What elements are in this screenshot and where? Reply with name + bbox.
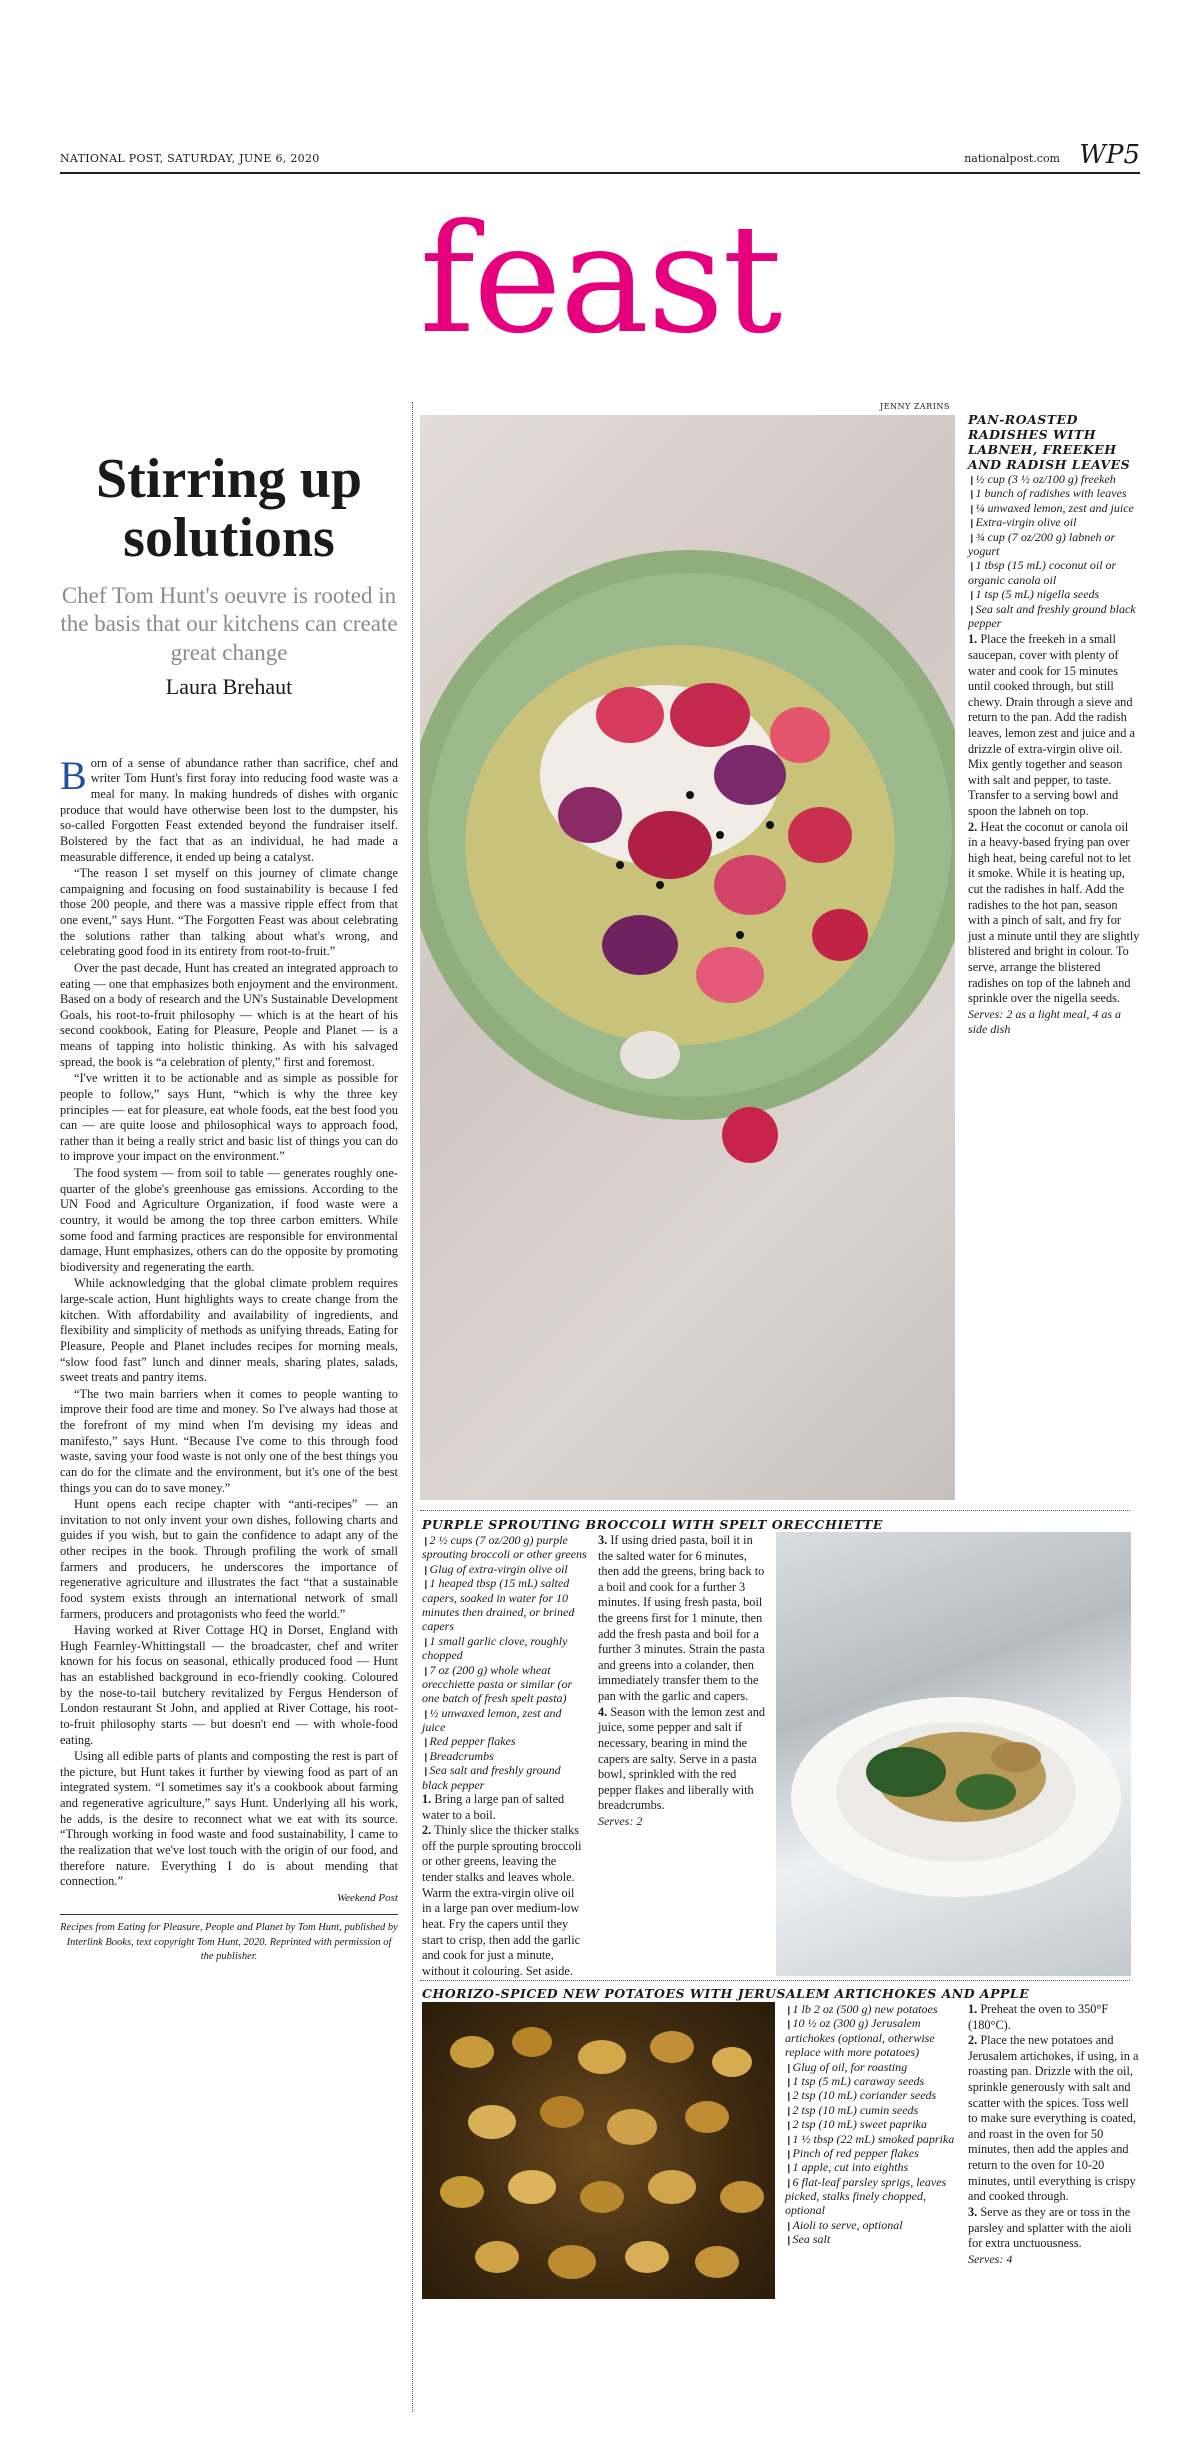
roasted-potatoes-illustration xyxy=(422,2002,775,2299)
paragraph: “I've written it to be actionable and as simple as possible for people to follow,” says Hunt, “which is why the three key principles — eat for pleasure, eat whole foods, eat the best food you can — are quite loose and philosophical ways to approach food, rather than it being a really strict and basic list of things you can do to improve your impact on the environment.” xyxy=(60,1071,398,1164)
step: 1. Place the freekeh in a small saucepan, cover with plenty of water and cook for 15 minutes until cooked through, but still chewy. Drain through a sieve and return to the pan. Add the radish leaves, lemon zest and juice and a drizzle of extra-virgin olive oil. Mix gently together and season with salt and pepper, to taste. Transfer to a serving bowl and spoon the labneh on top. xyxy=(968,632,1135,818)
broccoli-pasta-photo xyxy=(776,1532,1131,1976)
paragraph: Having worked at River Cottage HQ in Dorset, England with Hugh Fearnley-Whittingstall — the broadcaster, chef and writer known for his focus on seasonal, ethically produced food — Hunt has an established background in eco-friendly cooking. Coloured by the nose-to-tail butchery revitalized by Fergus Henderson of London restaurant St John, and applied at River Cottage, his root-to-fruit philosophy starts — but doesn't end — with whole-food eating. xyxy=(60,1623,398,1747)
ingredient: ❙ 1 heaped tbsp (15 mL) salted capers, soaked in water for 10 minutes then drained, or brined capers xyxy=(422,1576,587,1634)
ingredient: ❙ 2 tsp (10 mL) coriander seeds xyxy=(785,2088,955,2102)
byline: Laura Brehaut xyxy=(165,673,293,699)
page-header xyxy=(60,138,1140,174)
recipe-title: CHORIZO-SPICED NEW POTATOES WITH JERUSALEM ARTICHOKES AND APPLE xyxy=(422,1986,1030,2001)
step: 4. Season with the lemon zest and juice, some pepper and salt if necessary, bearing in mind the capers are salty. Serve in a pasta bowl, sprinkled with the red pepper flakes and liberally with breadcrumbs. xyxy=(598,1704,766,1813)
section-divider xyxy=(420,1980,1130,1981)
ingredient: ❙ 1 tsp (5 mL) nigella seeds xyxy=(968,587,1140,601)
ingredient: ❙ Breadcrumbs xyxy=(422,1749,587,1763)
recipe-radishes xyxy=(968,412,1140,1037)
paragraph: “The reason I set myself on this journey of climate change campaigning and focusing on food sustainability is because I fed those 200 people, and there was a massive ripple effect from that one event,” says Hunt. “The Forgotten Feast was about celebrating the solutions rather than talking about what's wrong, and celebrating good food in its entirety from root-to-fruit.” xyxy=(60,866,398,959)
ingredient: ❙ 2 tsp (10 mL) cumin seeds xyxy=(785,2103,955,2117)
article-column xyxy=(60,450,398,1965)
ingredient: ❙ ¼ unwaxed lemon, zest and juice xyxy=(968,501,1140,515)
recipe-steps xyxy=(422,1792,587,1979)
headline: Stirring up solutions xyxy=(95,448,363,569)
pasta-bowl-illustration xyxy=(776,1532,1131,1976)
ingredient: ❙ 1 lb 2 oz (500 g) new potatoes xyxy=(785,2002,955,2016)
serves: Serves: 2 xyxy=(598,1813,643,1828)
recipe-title: PAN-ROASTED RADISHES WITH LABNEH, FREEKEH AND RADISH LEAVES xyxy=(968,412,1131,472)
recipe-steps xyxy=(968,632,1140,1007)
drop-cap: B xyxy=(60,752,87,798)
recipe-title: PURPLE SPROUTING BROCCOLI WITH SPELT ORECCHIETTE xyxy=(422,1517,883,1532)
ingredient: ❙ 1 small garlic clove, roughly chopped xyxy=(422,1634,587,1663)
column-divider xyxy=(412,402,413,2412)
step: 2. Heat the coconut or canola oil in a heavy-based frying pan over high heat, being careful not to let it smoke. While it is heating up, cut the radishes in half. Add the radishes to the hot pan, season with a pinch of salt, and fry for just a minute until they are slightly blistered and bright in colour. To serve, arrange the blistered radishes on top of the labneh and sprinkle over the nigella seeds. xyxy=(968,819,1140,1006)
ingredient: ❙ 10 ½ oz (300 g) Jerusalem artichokes (optional, otherwise replace with more potatoes) xyxy=(785,2016,955,2059)
recipe-steps xyxy=(598,1533,766,1829)
publication-date: NATIONAL POST, SATURDAY, JUNE 6, 2020 xyxy=(60,152,320,165)
ingredient: ❙ Sea salt and freshly ground black pepper xyxy=(422,1763,587,1792)
section-divider xyxy=(420,1510,1130,1511)
ingredient-list xyxy=(785,2002,955,2247)
step: 3. Serve as they are or toss in the parsley and splatter with the aioli for extra unctuousness. xyxy=(968,2204,1132,2251)
serves: Serves: 2 as a light meal, 4 as a side dish xyxy=(968,1006,1121,1036)
ingredient-list xyxy=(422,1533,587,1979)
ingredient: ❙ Red pepper flakes xyxy=(422,1734,587,1748)
ingredient: ❙ 1 ½ tbsp (22 mL) smoked paprika xyxy=(785,2132,955,2146)
paragraph: “The two main barriers when it comes to people wanting to improve their food are time and money. So I've always had those at the forefront of my mind when I'm devising my ideas and manifesto,” says Hunt. “Because I've come to this through food waste, saving your food waste is not only one of the best things you can do for the climate and the environment, but it's one of the best things you can do to save money.” xyxy=(60,1386,398,1495)
recipe-steps xyxy=(968,2002,1140,2267)
ingredient: ❙ Sea salt xyxy=(785,2232,955,2246)
radish-plate-illustration xyxy=(420,415,955,1500)
signoff: Weekend Post xyxy=(337,1891,398,1904)
ingredient: ❙ ½ unwaxed lemon, zest and juice xyxy=(422,1706,587,1735)
paragraph: Born of a sense of abundance rather than sacrifice, chef and writer Tom Hunt's first foray into reducing food waste was a meal for many. In making hundreds of dishes with organic produce that would have otherwise been lost to the dumpster, his so-called Forgotten Feast extended beyond the fundraiser itself. Bolstered by the fact that as an individual, he had made a measurable difference, it ended up being a catalyst. xyxy=(60,752,398,864)
serves: Serves: 4 xyxy=(968,2251,1013,2266)
paragraph: While acknowledging that the global climate problem requires large-scale action, Hunt highlights ways to create change from the kitchen. With affordability and availability of ingredients, and flexibility and simplicity of methods as unifying threads, Eating for Pleasure, People and Planet includes recipes for morning meals, “slow food fast” lunch and dinner meals, sharing plates, salads, sweet treats and pantry items. xyxy=(60,1276,398,1385)
ingredient: ❙ 2 tsp (10 mL) sweet paprika xyxy=(785,2117,955,2131)
recipe-credit: Recipes from Eating for Pleasure, People and Planet by Tom Hunt, published by Interlink Books, text copyright Tom Hunt, 2020. Reprinted with permission of the publisher. xyxy=(60,1914,398,1965)
ingredient: ❙ 1 apple, cut into eighths xyxy=(785,2160,955,2174)
ingredient: ❙ 7 oz (200 g) whole wheat orecchiette pasta or similar (or one batch of fresh spelt pasta) xyxy=(422,1663,587,1706)
ingredient: ❙ ¾ cup (7 oz/200 g) labneh or yogurt xyxy=(968,530,1140,559)
potatoes-photo xyxy=(422,2002,775,2299)
ingredient: ❙ 1 tsp (5 mL) caraway seeds xyxy=(785,2074,955,2088)
ingredient: ❙ ½ cup (3 ½ oz/100 g) freekeh xyxy=(968,472,1140,486)
radish-dish-photo xyxy=(420,415,955,1500)
ingredient: ❙ Sea salt and freshly ground black pepper xyxy=(968,602,1140,631)
step: 2. Place the new potatoes and Jerusalem artichokes, if using, in a roasting pan. Drizzle with the oil, sprinkle generously with salt and scatter with the spices. Toss well to make sure everything is coated, and roast in the oven for 50 minutes, then add the apples and return to the oven for 10-20 minutes, until everything is crispy and cooked through. xyxy=(968,2033,1139,2204)
ingredient-list xyxy=(968,472,1140,630)
ingredient: ❙ 2 ½ cups (7 oz/200 g) purple sprouting broccoli or other greens xyxy=(422,1533,587,1562)
photo-credit: JENNY ZARINS xyxy=(880,402,950,411)
ingredient: ❙ Extra-virgin olive oil xyxy=(968,515,1140,529)
ingredient: ❙ Glug of oil, for roasting xyxy=(785,2060,955,2074)
page-number: WP5 xyxy=(1079,140,1140,170)
dek: Chef Tom Hunt's oeuvre is rooted in the basis that our kitchens can create great change xyxy=(60,582,398,666)
paragraph: Over the past decade, Hunt has created an integrated approach to eating — one that emphasizes both enjoyment and the environment. Based on a body of research and the UN's Sustainable Development Goals, his root-to-fruit philosophy — which is at the heart of his second cookbook, Eating for Pleasure, People and Planet — is a means of tapping into holistic thinking. As with his salvaged spread, the book is “a celebration of plenty,” first and foremost. xyxy=(60,960,398,1069)
article-body xyxy=(60,752,398,1890)
ingredient: ❙ Glug of extra-virgin olive oil xyxy=(422,1562,587,1576)
ingredient: ❙ 1 bunch of radishes with leaves xyxy=(968,486,1140,500)
ingredient: ❙ Aioli to serve, optional xyxy=(785,2218,955,2232)
ingredient: ❙ Pinch of red pepper flakes xyxy=(785,2146,955,2160)
section-title: feast xyxy=(419,193,781,367)
ingredient: ❙ 6 flat-leaf parsley sprigs, leaves picked, stalks finely chopped, optional xyxy=(785,2175,955,2218)
paragraph: Using all edible parts of plants and composting the rest is part of the picture, but Hunt takes it further by viewing food as part of an integrated system. “I sometimes say it's a cookbook about farming and regenerative agriculture,” says Hunt. Underlying all his work, he adds, is the desire to reconnect what we eat with its source. “Through working in food waste and food sustainability, I came to the realization that we've lost touch with the origin of our food, and therefore nature. Everything I do is about mending that connection.” xyxy=(60,1749,398,1889)
step: 1. Preheat the oven to 350°F (180°C). xyxy=(968,2002,1109,2032)
ingredient: ❙ 1 tbsp (15 mL) coconut oil or organic canola oil xyxy=(968,558,1140,587)
paragraph: The food system — from soil to table — generates roughly one-quarter of the globe's greenhouse gas emissions. According to the UN Food and Agriculture Organization, if food waste were a country, it would be among the top three carbon emitters. While some food and farming practices are responsible for environmental damage, Hunt emphasizes, others can do the opposite by promoting biodiversity and regenerating the earth. xyxy=(60,1166,398,1274)
site-name[interactable]: nationalpost.com xyxy=(964,152,1060,165)
step: 2. Thinly slice the thicker stalks off the purple sprouting broccoli or other greens, leaving the tender stalks and leaves whole. Warm the extra-virgin olive oil in a large pan over medium-low heat. Fry the capers until they start to crisp, then add the garlic and cook for just a minute, without it colouring. Set aside. xyxy=(422,1823,582,1978)
step: 3. If using dried pasta, boil it in the salted water for 6 minutes, then add the greens, bring back to a boil and cook for a further 3 minutes. If using fresh pasta, boil the greens first for 1 minute, then add the fresh pasta and boil for a further 3 minutes. Strain the pasta and greens into a colander, then immediately transfer them to the pan with the garlic and capers. xyxy=(598,1533,765,1704)
paragraph: Hunt opens each recipe chapter with “anti-recipes” — an invitation to not only invent your own dishes, following charts and guides if you wish, but to gain the confidence to adapt any of the other recipes in the book. Through profiling the work of small farmers and producers, he underscores the importance of regenerative agriculture and illustrates the fact “that a sustainable food system exists through an international network of small farmers, producers and protagonists who feed the world.” xyxy=(60,1497,398,1621)
step: 1. Bring a large pan of salted water to a boil. xyxy=(422,1792,565,1822)
